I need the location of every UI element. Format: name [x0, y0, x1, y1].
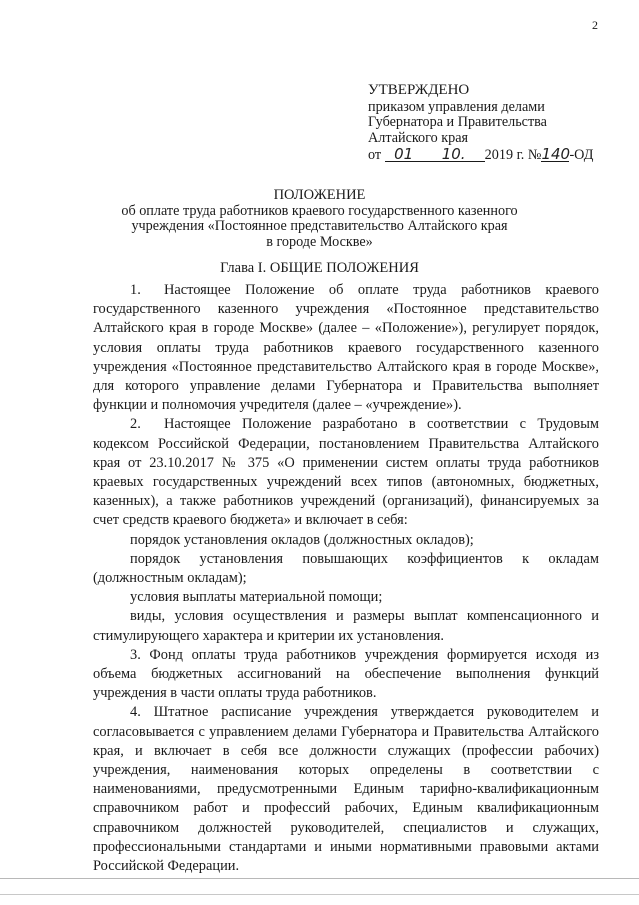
- date-day: 01: [385, 147, 423, 162]
- paragraph-number: 2.: [130, 416, 141, 433]
- title-line: в городе Москве»: [266, 233, 373, 250]
- list-item: порядок установления повышающих коэффициентов к окладам (должностным окладам);: [93, 550, 599, 587]
- approval-heading: УТВЕРЖДЕНО: [368, 82, 470, 98]
- approval-line: приказом управления делами: [368, 98, 545, 115]
- date-year: 2019 г. №: [484, 147, 542, 163]
- paragraph-4: 4. Штатное расписание учреждения утверждается руководителем и согласовывается с управлением делами Губернатора и Правительства Алтайского края, и включает в себя все должности служащих (профессии рабочих) учреждения, наименования которых определены в соответствии с наименованиями, предусмотренными Единым тарифно-квалификационным справочником работ и профессий рабочих, Единым квалификационным справочником должностей руководителей, специалистов и служащих, профессиональными стандартами и иными нормативными правовыми актами Российской Федерации.: [93, 704, 599, 875]
- paragraph-number: 1.: [130, 282, 141, 298]
- list-item: порядок установления окладов (должностных окладов);: [130, 531, 474, 548]
- date-prefix: от: [368, 147, 382, 163]
- approval-line: Алтайского края: [368, 129, 469, 146]
- doc-suffix: -ОД: [569, 147, 594, 163]
- document-body: [93, 281, 599, 876]
- title-line: об оплате труда работников краевого государственного казенного: [121, 202, 518, 219]
- title-line: учреждения «Постоянное представительство Алтайского края: [131, 218, 508, 234]
- list-item: виды, условия осуществления и размеры выплат компенсационного и стимулирующего характера и критерии их установления.: [93, 608, 599, 644]
- list-item: условия выплаты материальной помощи;: [130, 589, 383, 606]
- page-number: 2: [592, 18, 598, 32]
- approval-stamp: [368, 83, 593, 164]
- scan-artifact-line: [0, 878, 639, 879]
- paragraph-1: [93, 281, 599, 415]
- paragraph-text: Настоящее Положение об оплате труда работников краевого государственного казенного учреждения «Постоянное представительство Алтайского края в городе Москве» (далее – «Положение»), регулирует порядок, условия оплаты труда работников краевого государственного казенного учреждения «Постоянное представительство Алтайского края в городе Москве», для которого управление делами Губернатора и Правительства выполняет функции и полномочия учредителя (далее – «учреждение»).: [93, 282, 599, 414]
- chapter-heading: Глава I. ОБЩИЕ ПОЛОЖЕНИЯ: [220, 260, 419, 276]
- date-month: 10.: [423, 147, 485, 162]
- paragraph-2: [93, 415, 599, 530]
- approval-date-line: [368, 147, 593, 164]
- title-main: ПОЛОЖЕНИЕ: [273, 187, 366, 203]
- scan-artifact-line: [0, 894, 639, 895]
- approval-line: Губернатора и Правительства: [368, 114, 547, 130]
- document-title: [0, 188, 639, 250]
- paragraph-3: 3. Фонд оплаты труда работников учреждения формируется исходя из объема бюджетных ассигнований на обеспечение выполнения функций учреждения в части оплаты труда работников.: [93, 646, 599, 702]
- paragraph-text: Настоящее Положение разработано в соответствии с Трудовым кодексом Российской Федерации, постановлением Правительства Алтайского края от 23.10.2017 № 375 «О применении систем оплаты труда работников краевых государственных учреждений всех типов (автономных, бюджетных, казенных), а также работников учреждений (организаций), финансируемых за счет средств краевого бюджета» и включает в себя:: [93, 416, 599, 529]
- doc-number: 140: [541, 145, 571, 163]
